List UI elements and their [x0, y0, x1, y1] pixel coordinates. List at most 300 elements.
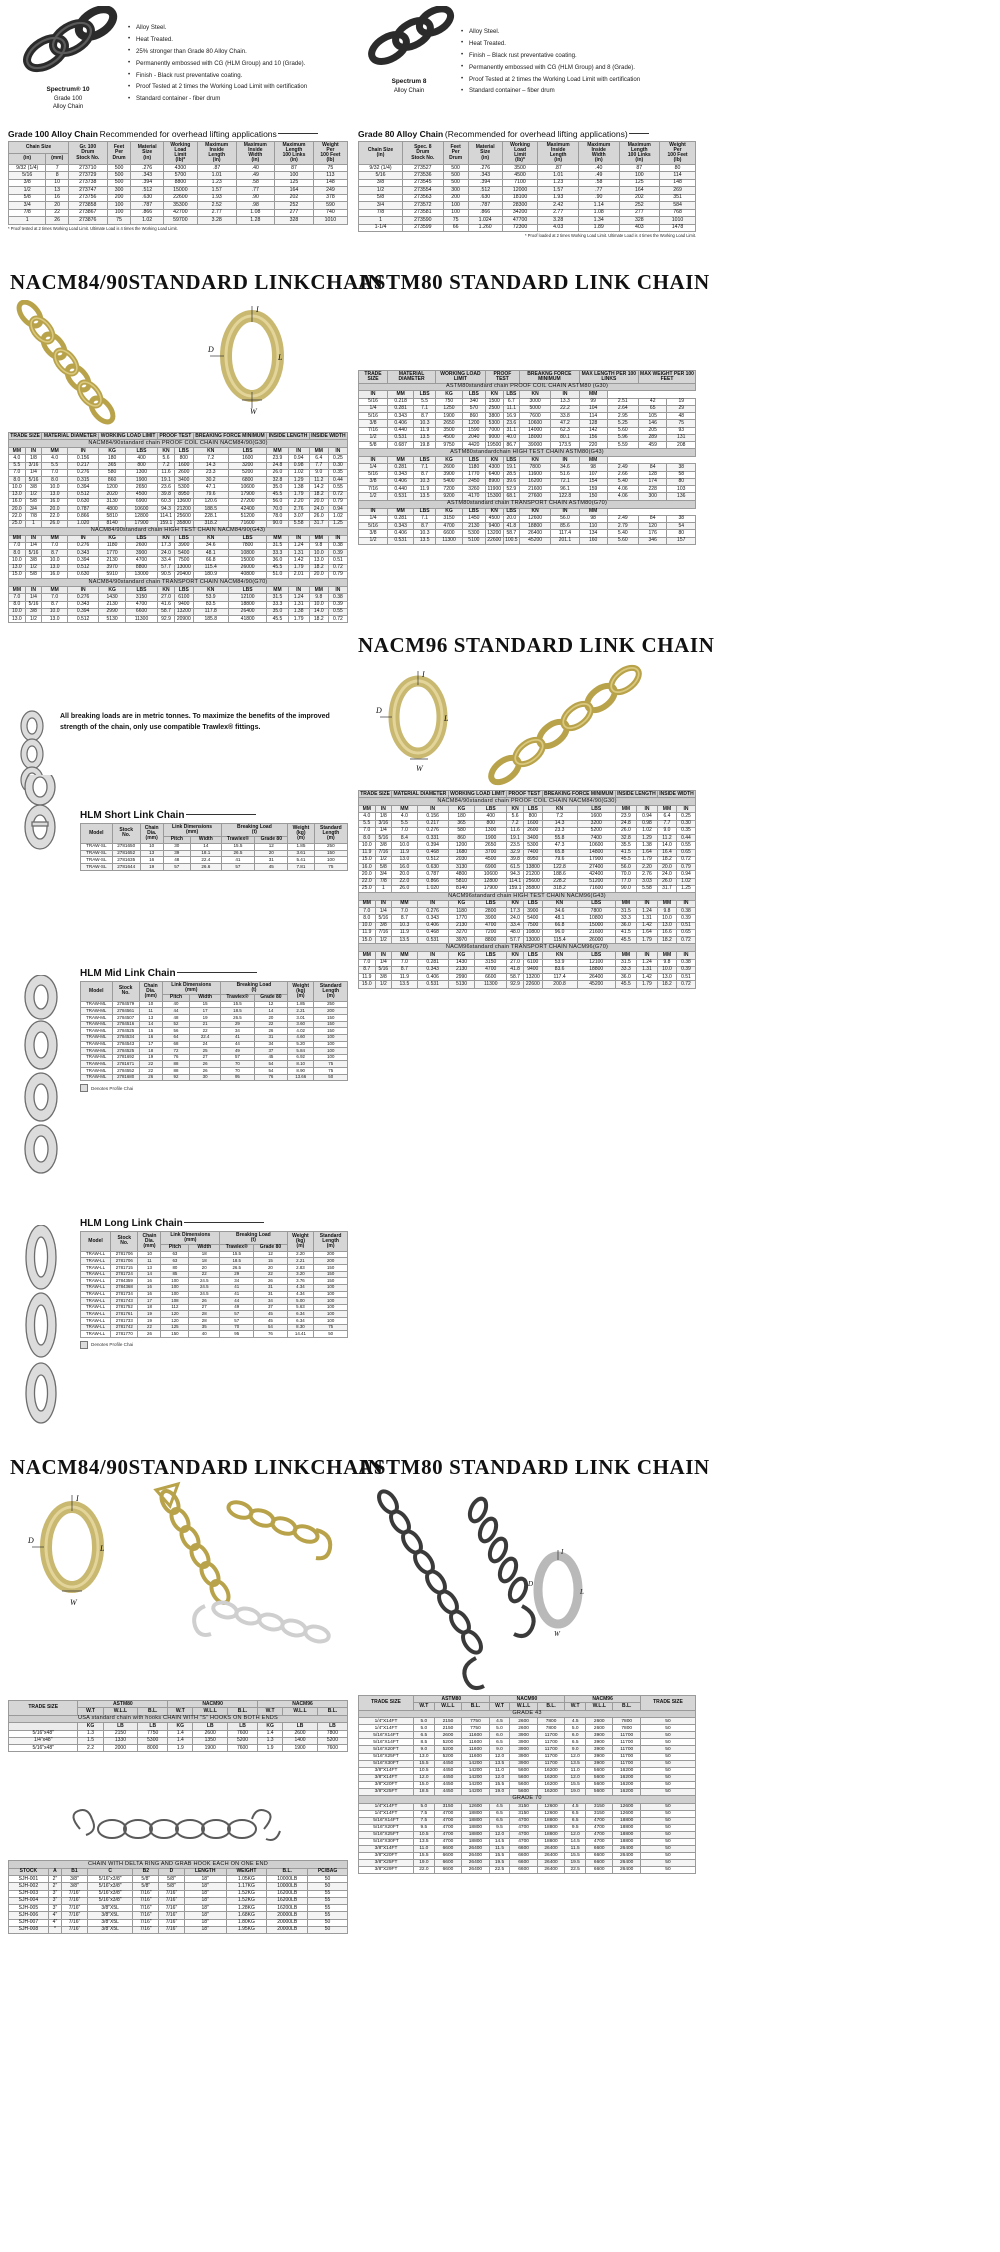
table-cell: KN: [193, 535, 228, 542]
table-cell: 16.0: [42, 498, 68, 505]
th-astm80-usa: ASTM80: [78, 1701, 168, 1708]
table-cell: .343: [468, 172, 502, 179]
table-cell: 18: [138, 1304, 161, 1311]
table-cell: 11.9: [359, 849, 376, 856]
table-cell: 3/16: [25, 462, 42, 469]
table-cell: 5.58: [636, 885, 657, 892]
table-cell: 7/16: [359, 427, 388, 434]
table-cell: 2130: [99, 557, 126, 564]
table-cell: 7.0: [9, 469, 26, 476]
table-cell: 1/2: [25, 564, 42, 571]
table-cell: 1010: [313, 217, 347, 224]
table-cell: 18": [184, 1897, 226, 1904]
diagram-label-d-2: D: [376, 706, 382, 715]
table-cell: 26000: [228, 564, 266, 571]
table-cell: 400: [475, 813, 507, 820]
table-cell: 20.0: [9, 506, 26, 513]
table-cell: 41.5: [615, 929, 636, 936]
table-cell: 4700: [586, 1831, 613, 1838]
table-cell: MM: [388, 508, 414, 515]
table-cell: 3/8"X5L: [87, 1919, 133, 1926]
hlm-mid-section: [80, 968, 348, 1092]
th-trawlex-l: Trawlex®: [220, 1244, 254, 1251]
table-cell: 40.0: [503, 434, 519, 441]
table-cell: 3150: [125, 594, 157, 601]
table-cell: 15300: [487, 492, 502, 499]
table-cell: MM: [9, 535, 26, 542]
th-wll-8: Working Load Limit (lb)*: [502, 142, 538, 165]
table-cell: 5/8": [133, 1883, 159, 1890]
grade80-footnote: * Proof loaded at 2 times Working Load Limit. Ultimate Load is 4 times the Working Load Limit.: [525, 233, 696, 239]
table-cell: 800: [125, 462, 157, 469]
table-cell: 10.0: [309, 550, 328, 557]
table-cell: 13000: [125, 571, 157, 578]
table-cell: 24.8: [615, 820, 636, 827]
table-cell: *: [48, 1926, 61, 1933]
table-cell: 50: [640, 1718, 695, 1725]
table-cell: 6600: [434, 1859, 461, 1866]
table-cell: 25600: [175, 513, 194, 520]
table-cell: 16.6: [657, 929, 676, 936]
table-cell: KN: [542, 900, 577, 907]
table-cell: 3.03: [636, 878, 657, 885]
table-cell: 201.1: [551, 537, 580, 544]
table-cell: 23.9: [615, 813, 636, 820]
table-cell: 62.3: [551, 427, 580, 434]
table-cell: 20000LB: [267, 1919, 308, 1926]
table-cell: 2784543: [112, 1041, 139, 1048]
table-row: [9, 165, 348, 172]
table-row: [359, 981, 696, 988]
th-mm: (mm): [46, 153, 69, 165]
table-cell: 4.5: [565, 1803, 586, 1810]
table-cell: 45.5: [615, 856, 636, 863]
table-cell: 12600: [537, 1810, 564, 1817]
table-cell: 11700: [537, 1760, 564, 1767]
th-trade-size-n96: TRADE SIZE: [360, 790, 390, 797]
section-band-label: NACM96standard chain HIGH TEST CHAIN NACM96(G43): [359, 893, 696, 901]
list-item: • Heat Treated.: [127, 34, 357, 46]
table-cell: 2781692: [112, 1054, 139, 1061]
th-wt-1: W.T: [78, 1708, 103, 1715]
table-cell: 7/8: [25, 513, 42, 520]
table-cell: 1.4: [168, 1730, 193, 1737]
table-cell: 12.0: [565, 1831, 586, 1838]
table-cell: 22.0: [42, 513, 68, 520]
table-cell: 202: [619, 194, 660, 201]
table-cell: 273572: [403, 202, 444, 209]
table-cell: 3/4: [359, 202, 403, 209]
table-cell: 18.2: [309, 564, 328, 571]
table-cell: 11.9: [392, 974, 417, 981]
table-cell: 1.02: [676, 878, 695, 885]
table-cell: 7: [46, 165, 69, 172]
table-cell: 9/32 (1/4): [9, 165, 46, 172]
table-cell: TRAW-ML: [81, 1068, 113, 1075]
table-cell: 5.0: [414, 1718, 435, 1725]
table-cell: 3900: [436, 471, 463, 478]
table-cell: 27.0: [507, 959, 524, 966]
table-cell: 25.0: [359, 885, 376, 892]
table-cell: 41: [220, 1284, 254, 1291]
table-cell: 1/2: [359, 537, 388, 544]
table-cell: 2781680: [112, 1074, 139, 1081]
table-cell: 11700: [537, 1746, 564, 1753]
units-row: [359, 508, 696, 515]
table-cell: 3400: [175, 477, 194, 484]
table-cell: 273876: [68, 217, 107, 224]
table-cell: 7800: [613, 1718, 640, 1725]
table-cell: 50: [308, 1876, 348, 1883]
table-cell: 35300: [163, 202, 197, 209]
table-cell: 346: [638, 537, 666, 544]
th-material-size: Material Size (in): [131, 142, 163, 165]
table-cell: 117.4: [542, 974, 577, 981]
table-cell: 10: [46, 179, 69, 186]
table-cell: 86.7: [503, 442, 519, 449]
table-cell: 1.79: [288, 616, 309, 623]
table-cell: 10600: [577, 842, 615, 849]
table-cell: 114.1: [158, 513, 175, 520]
table-cell: 164: [275, 187, 314, 194]
table-cell: 1900: [125, 477, 157, 484]
table-row: [9, 506, 348, 513]
th-chain-dia-s: Chain Dia. (mm): [140, 824, 163, 844]
diagram-label-w-3: W: [70, 1598, 77, 1607]
table-cell: LBS: [175, 448, 194, 455]
table-cell: 45: [254, 1311, 287, 1318]
table-cell: SJH-004: [9, 1897, 49, 1904]
table-cell: 4500: [436, 434, 463, 441]
table-cell: 1.93: [197, 194, 236, 201]
table-cell: 7.81: [288, 864, 314, 871]
table-cell: 1.25: [328, 520, 347, 527]
table-cell: 0.281: [388, 464, 414, 471]
table-cell: TRAW-LL: [81, 1318, 111, 1325]
table-cell: LBS: [577, 806, 615, 813]
table-cell: 2781706: [111, 1258, 138, 1265]
section-band: [359, 944, 696, 952]
table-cell: TRAW-LL: [81, 1298, 111, 1305]
table-cell: 1.42: [288, 557, 309, 564]
table-cell: 44: [162, 1008, 190, 1015]
table-cell: 8.7: [359, 966, 376, 973]
table-cell: 17900: [475, 885, 507, 892]
table-cell: 6600: [434, 1852, 461, 1859]
table-cell: 7800: [537, 1718, 564, 1725]
table-row: [9, 1876, 348, 1883]
table-cell: 2600: [586, 1718, 613, 1725]
table-row: [359, 1739, 696, 1746]
table-cell: 277: [619, 209, 660, 216]
th-feet-drum-8: Feet Per Drum: [443, 142, 468, 165]
table-cell: 11.5: [489, 1845, 510, 1852]
table-cell: IN: [636, 952, 657, 959]
table-cell: .630: [468, 194, 502, 201]
table-cell: 300: [107, 187, 131, 194]
table-cell: 3.61: [288, 850, 314, 857]
table-cell: 8.90: [287, 1068, 314, 1075]
table-cell: 7.2: [542, 813, 577, 820]
table-cell: 159.1: [507, 885, 524, 892]
table-cell: 31.1: [503, 427, 519, 434]
table-cell: 12600: [613, 1803, 640, 1810]
table-cell: 3.07: [288, 513, 309, 520]
table-cell: 273581: [403, 209, 444, 216]
table-cell: 12600: [537, 1803, 564, 1810]
table-cell: 1010: [660, 217, 696, 224]
table-cell: MM: [657, 900, 676, 907]
section-band-label: ASTM80standard chain TRANSPORT CHAIN ASTM80(G70): [359, 500, 696, 508]
table-cell: 0.217: [417, 820, 448, 827]
table-cell: 2781650: [112, 843, 140, 850]
table-cell: 26: [189, 1298, 220, 1305]
table-cell: 100.5: [505, 537, 518, 544]
table-cell: 5/8: [375, 864, 392, 871]
table-row: [359, 420, 696, 427]
table-cell: 1/4: [25, 469, 42, 476]
table-cell: 4700: [586, 1838, 613, 1845]
table-cell: 7800: [317, 1730, 347, 1737]
table-cell: 55.8: [542, 835, 577, 842]
table-cell: 1900: [475, 835, 507, 842]
usa-chain-table: [8, 1700, 348, 1752]
table-cell: 15.0: [359, 937, 376, 944]
table-cell: 15.0: [359, 856, 376, 863]
table-cell: 61.5: [507, 864, 524, 871]
table-cell: 7.0: [9, 594, 26, 601]
table-cell: 1500: [485, 398, 503, 405]
table-cell: 5810: [448, 878, 475, 885]
table-cell: LBS: [228, 587, 266, 594]
table-row: [9, 484, 348, 491]
table-cell: LBS: [414, 457, 436, 464]
table-row: [359, 1852, 696, 1859]
table-cell: 7750: [138, 1730, 168, 1737]
table-cell: 5600: [586, 1788, 613, 1795]
table-cell: 13.0: [9, 616, 26, 623]
table-cell: 5300: [138, 1737, 168, 1744]
table-cell: 800: [524, 813, 542, 820]
table-cell: 6800: [228, 477, 266, 484]
table-cell: 2784534: [112, 1034, 139, 1041]
table-cell: 2784525: [112, 1028, 139, 1035]
table-cell: MM: [392, 952, 417, 959]
table-cell: 10.0: [42, 557, 68, 564]
table-cell: 26400: [537, 1852, 564, 1859]
table-cell: KN: [542, 952, 577, 959]
table-cell: 22.4: [191, 857, 221, 864]
th-weight-l: Weight (kg) (m): [287, 1232, 314, 1252]
table-cell: 21: [190, 1021, 221, 1028]
table-cell: 66.8: [193, 557, 228, 564]
th-nacm96-usa: NACM96: [258, 1701, 348, 1708]
table-cell: 100: [314, 1041, 348, 1048]
table-cell: 4700: [510, 1824, 537, 1831]
table-cell: 1350: [193, 1737, 228, 1744]
table-cell: 3150: [586, 1810, 613, 1817]
table-cell: 7/16": [62, 1905, 88, 1912]
table-cell: 48.0: [507, 929, 524, 936]
table-cell: 3/8: [359, 478, 388, 485]
table-cell: 26.0: [392, 885, 417, 892]
table-cell: 1200: [99, 484, 126, 491]
th-weight-100: Weight Per 100 Feet (lb): [313, 142, 347, 165]
table-cell: 23.6: [503, 420, 519, 427]
table-cell: 180: [99, 455, 126, 462]
table-row: [359, 172, 696, 179]
table-cell: 1.52KG: [226, 1890, 267, 1897]
table-cell: 5810: [99, 513, 126, 520]
table-cell: 22.5: [489, 1866, 510, 1873]
table-cell: 108: [161, 1298, 189, 1305]
table-cell: 34: [220, 1278, 254, 1285]
table-cell: 12600: [613, 1810, 640, 1817]
table-cell: LBS: [228, 448, 266, 455]
units-row: [359, 806, 696, 813]
hlm-mid-tbody: [81, 1001, 348, 1081]
table-cell: 1/4"X14FT: [359, 1725, 414, 1732]
table-cell: 50: [640, 1803, 695, 1810]
table-cell: .276: [131, 165, 163, 172]
table-cell: IN: [551, 457, 580, 464]
table-cell: LBS: [462, 391, 485, 398]
table-cell: 41.8: [507, 966, 524, 973]
table-cell: 28300: [502, 202, 538, 209]
table-cell: 11700: [537, 1732, 564, 1739]
diagram-label-d: D: [208, 345, 214, 354]
table-cell: 5.6: [507, 813, 524, 820]
table-cell: 1.5: [78, 1737, 103, 1744]
table-cell: 4700: [434, 1810, 461, 1817]
table-cell: 273867: [68, 209, 107, 216]
table-cell: 5600: [586, 1781, 613, 1788]
table-cell: 35.5: [615, 842, 636, 849]
table-cell: 0.406: [388, 478, 414, 485]
table-cell: 29: [220, 1271, 254, 1278]
table-cell: 8.0: [9, 601, 26, 608]
table-row: [359, 493, 696, 500]
table-cell: 2.21: [287, 1008, 314, 1015]
gold-chain-photo-left: [8, 300, 188, 430]
table-cell: 1770: [448, 915, 475, 922]
table-cell: 18800: [613, 1838, 640, 1845]
table-cell: SJH-003: [9, 1890, 49, 1897]
table-cell: 2.83: [287, 1265, 314, 1272]
table-cell: IN: [67, 587, 98, 594]
table-cell: 10.3: [414, 420, 436, 427]
table-cell: 13.5: [414, 493, 436, 500]
table-cell: 15.5: [565, 1852, 586, 1859]
table-cell: 8950: [175, 491, 194, 498]
table-cell: [9, 1723, 78, 1730]
table-cell: TRAW-SL: [81, 850, 113, 857]
table-cell: KN: [485, 391, 503, 398]
table-cell: 84: [638, 464, 666, 471]
table-cell: 8.7: [392, 966, 417, 973]
table-cell: 228.2: [542, 878, 577, 885]
table-row: [359, 929, 696, 936]
table-cell: 26000: [577, 937, 615, 944]
section-band: [359, 449, 696, 457]
title-rule: [278, 133, 318, 134]
table-cell: 5300: [462, 530, 485, 537]
table-cell: 1: [25, 520, 42, 527]
table-cell: 41: [220, 1034, 254, 1041]
units-row: [9, 448, 348, 455]
th-nacm90-b: NACM90: [489, 1696, 565, 1703]
table-cell: 19: [140, 864, 163, 871]
table-cell: 318.2: [542, 885, 577, 892]
table-cell: 50: [640, 1788, 695, 1795]
table-cell: .512: [131, 187, 163, 194]
table-cell: 14200: [462, 1774, 489, 1781]
table-row: [9, 194, 348, 201]
table-cell: 4420: [462, 442, 485, 449]
table-cell: 39.6: [503, 478, 519, 485]
table-cell: 8800: [125, 564, 157, 571]
table-cell: 5200: [317, 1737, 347, 1744]
th-breaking-load-l: Breaking Load (t): [220, 1232, 287, 1245]
table-cell: .49: [578, 172, 619, 179]
table-cell: 1/4: [375, 827, 392, 834]
table-cell: LB: [193, 1723, 228, 1730]
table-cell: 11300: [125, 616, 157, 623]
diagram-label-w-4: W: [554, 1630, 560, 1638]
table-cell: 80: [161, 1265, 189, 1272]
table-cell: 3200: [228, 462, 266, 469]
th-nacm90-usa: NACM90: [168, 1701, 258, 1708]
table-cell: 100: [314, 857, 347, 864]
table-cell: 39: [163, 850, 191, 857]
table-cell: 5/16"X14FT: [359, 1732, 414, 1739]
table-cell: 34: [220, 1028, 254, 1035]
table-cell: 2990: [448, 974, 475, 981]
table-cell: 72300: [502, 224, 538, 231]
table-cell: 7/16: [375, 929, 392, 936]
section-band: [9, 527, 348, 535]
table-cell: 23.3: [193, 469, 228, 476]
table-row: [359, 165, 696, 172]
table-cell: 15000: [577, 922, 615, 929]
table-cell: 3700: [475, 849, 507, 856]
section-band-label: ASTM80standard chain PROOF COIL CHAIN ASTM80 (G30): [359, 383, 696, 391]
table-cell: 7000: [485, 427, 503, 434]
table-cell: 45200: [577, 981, 615, 988]
table-cell: 860: [448, 835, 475, 842]
table-cell: 3970: [99, 564, 126, 571]
table-cell: 51.6: [551, 471, 580, 478]
table-cell: 1/2: [375, 937, 392, 944]
table-cell: 95: [220, 1331, 254, 1338]
table-cell: 7600: [520, 413, 551, 420]
table-cell: 154: [579, 478, 607, 485]
table-cell: KN: [193, 448, 228, 455]
table-cell: .866: [468, 209, 502, 216]
table-cell: 10: [139, 1001, 162, 1008]
table-cell: 52: [162, 1021, 190, 1028]
table-cell: 0.281: [388, 515, 414, 522]
table-cell: 19.8: [414, 442, 436, 449]
table-cell: 1.02: [131, 217, 163, 224]
table-cell: 75: [314, 1068, 348, 1075]
table-cell: 1.80KG: [226, 1919, 267, 1926]
table-cell: KG: [258, 1723, 283, 1730]
table-cell: 15.0: [359, 981, 376, 988]
table-cell: 403: [619, 224, 660, 231]
table-cell: 2130: [99, 601, 126, 608]
table-cell: 2990: [99, 608, 126, 615]
